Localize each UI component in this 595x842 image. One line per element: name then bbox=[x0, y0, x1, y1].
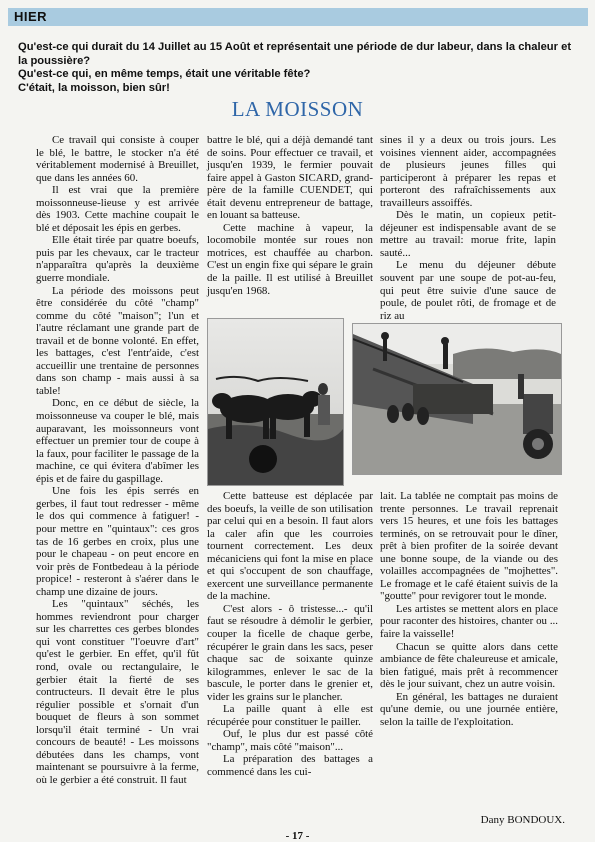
article-title: LA MOISSON bbox=[231, 97, 364, 121]
paragraph: Les "quintaux" séchés, les hommes reviendront pour charger sur les charrettes ces gerbes blondes qui vont constituer "l'oeuvre d'art" qu'est le gerbier. En effet, qu'il fût rond, ovale ou rectangulaire, le gerbier était la fierté de ses contructeurs. Il devait être le plus régulier possible et s'ornait d'un bouquet de fleurs à son sommet lorsqu'il était terminé - Un vrai concours de beauté! - Les moissons débutées dans les champs, vont maintenant se poursuivre à la ferme, où le gerbier a été construit. Il faut bbox=[36, 598, 199, 786]
paragraph: battre le blé, qui a déjà demandé tant de soins. Pour effectuer ce travail, et jusqu'en 1939, le fermier pouvait faire appel à Gaston SICARD, grand-père de la famille CUENDET, qui était devenu entrepreneur de battage, en louant sa batteuse. bbox=[207, 134, 373, 222]
paragraph: Une fois les épis serrés en gerbes, il faut tout redresser - même le dos qui commence à fatiguer! - pour mettre en "quintaux": ces gros tas de 16 gerbes en croix, plus une pour le chapeau - on peut encore en voir près de Fontbedeau à la période propice! - resteront à s'aérer dans le champ une dizaine de jours. bbox=[36, 485, 199, 598]
intro-line-3: C'était, la moisson, bien sûr! bbox=[18, 81, 170, 94]
paragraph: La préparation des battages a commencé dans les cui- bbox=[207, 753, 373, 779]
paragraph: Cette batteuse est déplacée par des boeufs, la veille de son utilisation par celui qui en a besoin. Il faut alors la caler afin que les courroies tournent correctement. Les deux mécaniciens qui font la mise en place et qui s'occupent de son chauffage, exercent une surveillance permanente de la machine. bbox=[207, 490, 373, 603]
text-column-2-top bbox=[207, 134, 373, 297]
text-column-3-bottom bbox=[380, 490, 558, 728]
paragraph: Les artistes se mettent alors en place pour raconter des histoires, chanter ou ... faire la vaisselle! bbox=[380, 602, 558, 641]
paragraph: Chacun se quitte alors dans cette ambiance de fête chaleureuse et amicale, bien fatigué, mais prêt à recommencer dès le jour suivant, chez un autre voisin. bbox=[380, 640, 558, 691]
section-header-bar bbox=[8, 8, 588, 26]
intro-questions bbox=[18, 41, 578, 95]
author-signature: Dany BONDOUX. bbox=[480, 814, 565, 826]
paragraph: Ouf, le plus dur est passé côté "champ", mais côté "maison"... bbox=[207, 728, 373, 753]
intro-line-2: Qu'est-ce qui, en même temps, était une véritable fête? bbox=[18, 68, 311, 81]
paragraph: Ce travail qui consiste à couper le blé, le battre, le stocker n'a été véritablement modernisé à Breuillet, que dans les années 60. bbox=[36, 134, 199, 184]
paragraph: Elle était tirée par quatre boeufs, puis par les chevaux, car le tracteur n'apparaîtra qu'après la deuxième guerre mondiale. bbox=[36, 234, 199, 285]
paragraph: Donc, en ce début de siècle, la moissonneuse va couper le blé, mais auparavant, les moissonneurs vont effectuer un premier tour de coupe à la faux, pour faciliter le passage de la machine, ce qui évitera d'abîmer les épis et de faire du gaspillage. bbox=[36, 397, 199, 485]
page-number: - 17 - bbox=[285, 830, 310, 842]
paragraph: Le menu du déjeuner débute souvent par une soupe de pot-au-feu, qui peut être suivie d'une sauce de poule, de poulet rôti, de fromage et de riz au bbox=[380, 259, 556, 322]
text-column-3-top bbox=[380, 134, 556, 322]
paragraph: C'est alors - ô tristesse...- qu'il faut se résoudre à démolir le gerbier, couper la ficelle de chaque gerbe, récupérer le grain dans les sacs, peser chaque sac de soixante quinze kilogrammes, enlever le sac de la bascule, le porter dans le grenier et, vider les grains sur le plancher. bbox=[207, 602, 373, 703]
paragraph: sines il y a deux ou trois jours. Les voisines viennent aider, accompagnées de plusieurs jeunes filles qui participeront à préparer les repas et porteront des rafraîchissements aux travailleurs assoiffés. bbox=[380, 134, 556, 209]
section-label: HIER bbox=[14, 9, 48, 24]
paragraph: En général, les battages ne duraient qu'une demie, ou une journée entière, selon la taille de l'exploitation. bbox=[380, 690, 558, 728]
intro-line-1: Qu'est-ce qui durait du 14 Juillet au 15 Août et représentait une période de dur labeur, dans la chaleur et la poussière? bbox=[18, 41, 572, 67]
paragraph: La paille quant à elle est récupérée pour constituer le pailler. bbox=[207, 703, 373, 728]
paragraph: La période des moissons peut être considérée du côté "champ" comme du côté "maison"; l'un et l'autre réclamant une grande part de travail et de bonne volonté. En effet, les battages, c'est l'entr'aide, c'est accueillir une trentaine de personnes dans son champ - mais aussi à sa table! bbox=[36, 284, 199, 397]
photo-oxen bbox=[207, 318, 344, 486]
text-column-1 bbox=[36, 134, 199, 786]
paragraph: lait. La tablée ne comptait pas moins de trente personnes. Le travail reprenait vers 15 heures, et une fois les battages terminés, on se retrouvait pour le dîner, prêt à bien profiter de la soirée devant une bonne soupe, de la viande ou des volailles accompagnées de "mojhettes". Le fromage et le café étaient suivis de la "goutte" pour revigorer tout le monde. bbox=[380, 490, 558, 603]
paragraph: Il est vrai que la première moissonneuse-lieuse y est arrivée dès 1903. Cette machine coupait le blé et déposait les épis en gerbes. bbox=[36, 184, 199, 234]
photo-threshing-machine bbox=[352, 323, 562, 475]
paragraph: Dès le matin, un copieux petit-déjeuner est indispensable avant de se mettre au travail: morue frite, lapin sauté... bbox=[380, 209, 556, 259]
paragraph: Cette machine à vapeur, la locomobile montée sur roues non motrices, est chauffée au charbon. C'est un engin fixe qui sépare le grain de la paille. Il est utilisé à Breuillet jusqu'en 1968. bbox=[207, 221, 373, 297]
text-column-2-bottom bbox=[207, 490, 373, 779]
